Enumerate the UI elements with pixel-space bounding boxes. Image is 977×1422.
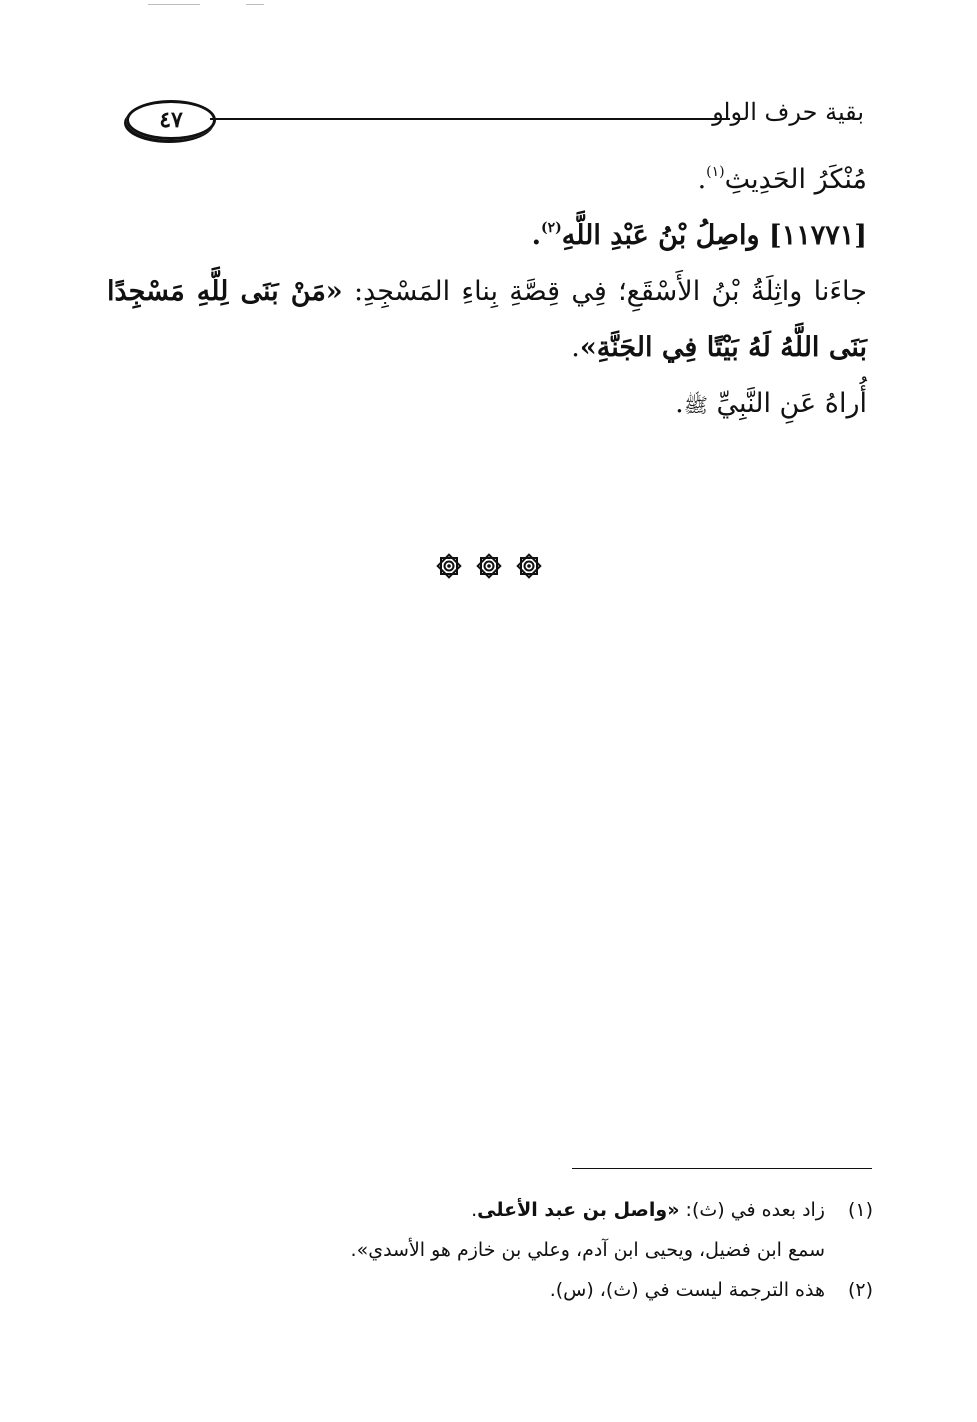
footnote-end: . <box>471 1199 478 1221</box>
munkar-text: مُنْكَرُ الحَدِيثِ <box>724 164 867 195</box>
ornament-icon <box>515 552 543 580</box>
salutation-glyph: ﷺ <box>683 393 708 417</box>
footnote-number: (١) <box>847 1199 873 1221</box>
scan-mark <box>246 4 264 5</box>
footnote-1 <box>113 1190 873 1230</box>
section-separator <box>0 552 977 580</box>
footnote-text: زاد بعده في (ث): <box>679 1199 825 1221</box>
narration-text: جاءَنا واثِلَةُ بْنُ الأَسْقَعِ؛ فِي قِصَّةِ بِناءِ المَسْجِدِ: <box>342 276 867 307</box>
entry-heading-end: . <box>531 220 541 251</box>
footnote-1-continuation: سمع ابن فضيل، ويحيى ابن آدم، وعلي بن خازم هو الأسدي». <box>350 1239 825 1261</box>
hadith-quote: «مَنْ بَنَى لِلَّهِ مَسْجِدًا بَنَى اللَّهُ لَهُ بَيْتًا فِي الجَنَّةِ» <box>107 276 867 363</box>
page-number-oval <box>126 100 216 140</box>
running-title: بقية حرف الواو <box>712 98 864 126</box>
entry-heading <box>107 208 867 264</box>
footnote-2 <box>113 1270 873 1310</box>
page-header <box>118 96 872 146</box>
footnote-ref-2: (٢) <box>540 220 562 236</box>
footnote-separator <box>572 1168 872 1169</box>
ornament-icon <box>435 552 463 580</box>
footnote-bold-text: «واصل بن عبد الأعلى <box>477 1199 680 1221</box>
text-line-urahu <box>107 376 867 433</box>
scan-mark <box>148 4 200 5</box>
footnote-text: هذه الترجمة ليست في (ث)، (س). <box>549 1279 825 1301</box>
munkar-end: . <box>697 164 707 195</box>
urahu-end: . <box>675 388 684 419</box>
page-number: ٤٧ <box>159 107 183 133</box>
narration-paragraph <box>107 264 867 376</box>
footnote-number: (٢) <box>847 1279 873 1301</box>
footnotes <box>113 1190 873 1310</box>
entry-heading-text: [١١٧٧١] واصِلُ بْنُ عَبْدِ اللَّهِ <box>561 220 867 251</box>
narration-end: . <box>571 332 580 363</box>
ornament-icon <box>475 552 503 580</box>
text-line-munkar <box>107 152 867 208</box>
main-text <box>107 152 867 433</box>
footnote-ref-1: (١) <box>706 164 725 180</box>
header-rule <box>210 118 730 120</box>
urahu-text: أُراهُ عَنِ النَّبِيِّ <box>707 388 867 419</box>
